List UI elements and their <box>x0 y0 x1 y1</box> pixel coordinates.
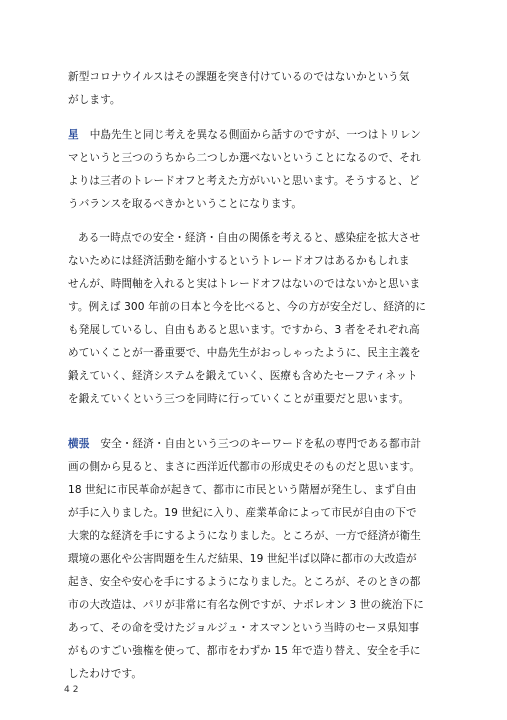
speaker-name: 星 <box>68 129 79 141</box>
text-line: 大衆的な経済を手にするようになりました。ところが、一方で経済が衛生 <box>68 530 421 542</box>
text-line: を鍛えていくという三つを同時に行っていくことが重要だと思います。 <box>68 393 410 405</box>
text-line: 起き、安全や安心を手にするようになりました。ところが、そのときの都 <box>68 576 421 588</box>
text-line: ある一時点での安全・経済・自由の関係を考えると、感染症を拡大させ <box>78 232 421 244</box>
paragraph-hoshi <box>68 124 440 216</box>
text-line: めていくことが一番重要で、中島先生がおっしゃったように、民主主義を <box>68 347 421 359</box>
paragraph-continuation <box>68 227 440 411</box>
text-line: が手に入りました。19 世紀に入り、産業革命によって市民が自由の下で <box>68 507 417 519</box>
text-line <box>68 433 440 456</box>
text-line: せんが、時間軸を入れると実はトレードオフはないのではないかと思いま <box>68 278 421 290</box>
text-line <box>68 124 440 147</box>
text-line: す。例えば 300 年前の日本と今を比べると、今の方が安全だし、経済的に <box>68 301 427 313</box>
text-line: 鍛えていく、経済システムを鍛えていく、医療も含めたセーフティネット <box>68 370 418 382</box>
text-line: ないためには経済活動を縮小するというトレードオフはあるかもしれま <box>68 255 410 267</box>
text-line: 18 世紀に市民革命が起きて、都市に市民という階層が発生し、まず自由 <box>68 484 417 496</box>
text-line: 新型コロナウイルスはその課題を突き付けているのではないかという気 <box>68 71 410 83</box>
text-line: がものすごい強権を使って、都市をわずか 15 年で造り替え、安全を手に <box>68 645 421 657</box>
text-line-content: 中島先生と同じ考えを異なる側面から話すのですが、一つはトリレン <box>89 129 421 141</box>
text-line: あって、その命を受けたジョルジュ・オスマンという当時のセーヌ県知事 <box>68 622 420 634</box>
text-line: も発展しているし、自由もあると思います。ですから、3 者をそれぞれ高 <box>68 324 420 336</box>
text-line: 環境の悪化や公害問題を生んだ結果、19 世紀半ば以降に都市の大改造が <box>68 553 417 565</box>
paragraph-intro <box>68 66 440 112</box>
text-line: よりは三者のトレードオフと考えた方がいいと思います。そうすると、ど <box>68 175 420 187</box>
paragraph-yokohari <box>68 433 440 686</box>
text-line: うバランスを取るべきかということになります。 <box>68 198 303 210</box>
text-line: したわけです。 <box>68 668 143 680</box>
text-line: 画の側から見ると、まさに西洋近代都市の形成史そのものだと思います。 <box>68 461 421 473</box>
text-line-content: 安全・経済・自由という三つのキーワードを私の専門である都市計 <box>100 438 422 450</box>
text-line: マというと三つのうちから二つしか選べないということになるので、それ <box>68 152 421 164</box>
page-number: 42 <box>64 685 82 695</box>
text-line: 市の大改造は、パリが非常に有名な例ですが、ナポレオン 3 世の統治下に <box>68 599 424 611</box>
speaker-name: 横張 <box>68 438 90 450</box>
text-line: がします。 <box>68 94 121 106</box>
